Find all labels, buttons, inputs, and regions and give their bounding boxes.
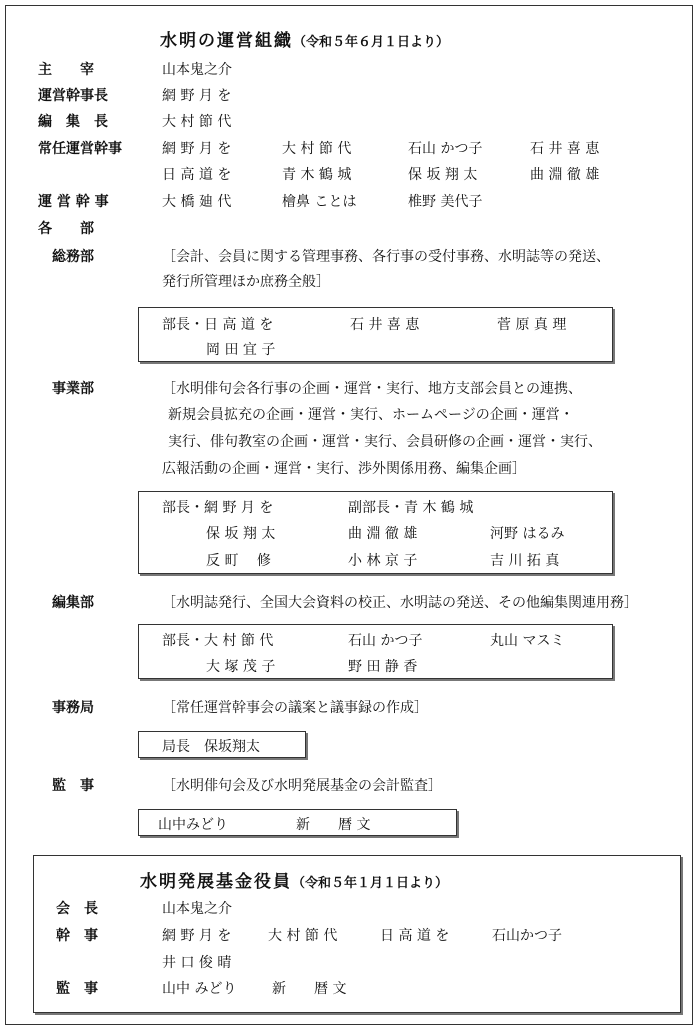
fund-kanji-member: 大 村 節 代 [268,928,338,944]
jigyo-member: 河野 はるみ [490,526,565,542]
kansa-desc: ［水明俳句会及び水明発展基金の会計監査］ [162,778,442,794]
henshucho-value: 大 村 節 代 [162,114,232,130]
jonin-name: 曲 淵 徹 雄 [530,167,600,183]
fund-kansa-label: 監 事 [56,981,98,997]
kakubu-label: 各 部 [38,221,94,237]
somu-desc-line: ［会計、会員に関する管理事務、各行事の受付事務、水明誌等の発送、 [162,249,610,265]
henshu-member: 大 塚 茂 子 [206,659,276,675]
jigyo-label: 事業部 [52,381,94,397]
fund-kanji-label: 幹 事 [56,928,98,944]
jigyo-desc-line: ［水明俳句会各行事の企画・運営・実行、地方支部会員との連携、 [162,381,582,397]
jigyo-member: 吉 川 拓 真 [490,553,560,569]
fund-kansa-member: 新 暦 文 [272,981,347,997]
jigyo-member: 反 町 修 [206,553,271,569]
jigyo-desc-line: 新規会員拡充の企画・運営・実行、ホームページの企画・運営・ [168,407,574,423]
jigyo-member: 曲 淵 徹 雄 [348,526,418,542]
henshu-label: 編集部 [52,595,94,611]
henshu-member: 部長・大 村 節 代 [162,633,274,649]
henshucho-label: 編 集 長 [38,114,108,130]
jigyo-member: 副部長・青 木 鶴 城 [348,500,474,516]
kanji-name: 椎野 美代子 [408,194,483,210]
jimukyoku-label: 事務局 [52,700,94,716]
jonin-name: 網 野 月 を [162,141,232,157]
jonin-name: 青 木 鶴 城 [282,167,352,183]
shusai-label: 主 宰 [38,62,94,78]
org-date-note: （令和５年６月１日より） [293,35,450,50]
jigyo-member: 小 林 京 子 [348,553,418,569]
jonin-name: 保 坂 翔 太 [408,167,478,183]
kansa-member: 山中みどり [158,817,228,833]
jonin-name: 石山 かつ子 [408,141,483,157]
fund-kaicho-label: 会 長 [56,901,98,917]
somu-member: 菅 原 真 理 [497,317,567,333]
kanji-name: 大 橋 廸 代 [162,194,232,210]
fund-kansa-member: 山中 みどり [162,981,237,997]
somu-member: 部長・日 高 道 を [162,317,274,333]
jigyo-member: 保 坂 翔 太 [206,526,276,542]
fund-kaicho-value: 山本鬼之介 [162,901,232,917]
somu-label: 総務部 [52,249,94,265]
kansa-label: 監 事 [52,778,94,794]
kanjicho-value: 網 野 月 を [162,88,232,104]
org-title [160,26,449,51]
jigyo-member: 部長・網 野 月 を [162,500,274,516]
somu-desc-line: 発行所管理ほか庶務全般］ [162,274,330,290]
fund-kanji-member: 井 口 俊 晴 [162,955,232,971]
org-title-text: 水明の運営組織 [160,31,293,51]
kanjicho-label: 運営幹事長 [38,88,108,104]
jimukyoku-desc: ［常任運営幹事会の議案と議事録の作成］ [162,700,428,716]
jigyo-desc-line: 広報活動の企画・運営・実行、渉外関係用務、編集企画］ [162,461,526,477]
shusai-value: 山本鬼之介 [162,62,232,78]
fund-kanji-member: 石山かつ子 [492,928,562,944]
jimukyoku-chief: 局長 保坂翔太 [162,739,260,755]
somu-member: 石 井 喜 恵 [350,317,420,333]
jonin-name: 大 村 節 代 [282,141,352,157]
fund-title [140,867,448,892]
fund-kanji-member: 日 高 道 を [380,928,450,944]
henshu-member: 野 田 静 香 [348,659,418,675]
henshu-member: 丸山 マスミ [490,633,565,649]
jonin-name: 日 高 道 を [162,167,232,183]
kansa-member: 新 暦 文 [296,817,371,833]
jonin-label: 常任運営幹事 [38,141,122,157]
henshu-member: 石山 かつ子 [348,633,423,649]
fund-date-note: （令和５年１月１日より） [292,876,449,891]
kanji-label: 運 営 幹 事 [38,194,109,210]
jigyo-desc-line: 実行、俳句教室の企画・運営・実行、会員研修の企画・運営・実行、 [168,434,602,450]
kanji-name: 檜鼻 ことは [282,194,357,210]
henshu-desc: ［水明誌発行、全国大会資料の校正、水明誌の発送、その他編集関連用務］ [162,595,638,611]
fund-title-text: 水明発展基金役員 [140,872,292,892]
fund-kanji-member: 網 野 月 を [162,928,232,944]
jonin-name: 石 井 喜 恵 [530,141,600,157]
somu-member: 岡 田 宜 子 [206,342,276,358]
